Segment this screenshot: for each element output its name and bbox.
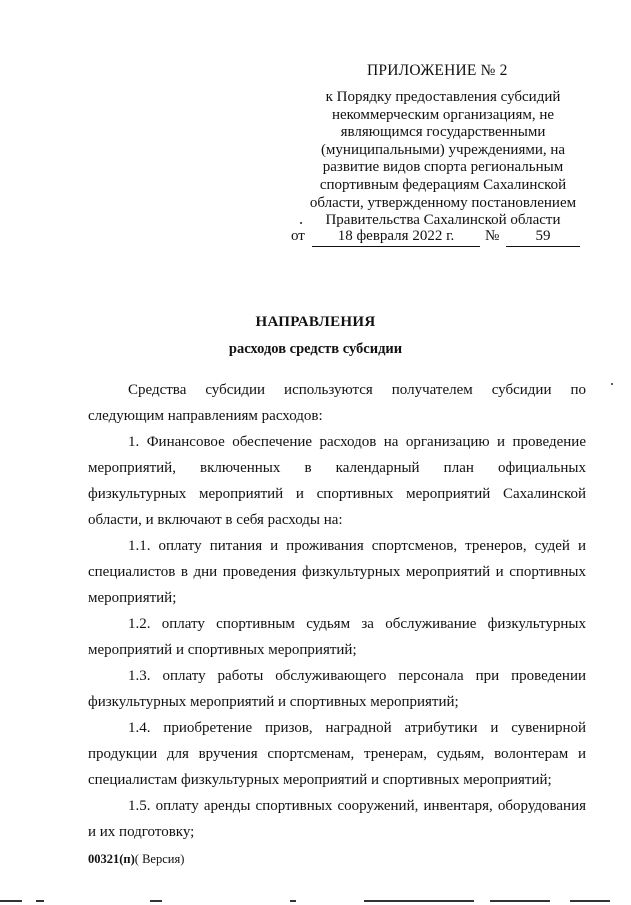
paragraph-item-1-2: 1.2. оплату спортивным судьям за обслуживание физкультурных мероприятий и спортивных мероприятий;: [88, 616, 586, 658]
document-footer: [88, 852, 184, 867]
resolution-number: 59: [506, 228, 580, 247]
number-label: №: [485, 228, 500, 244]
paragraph-item-1: 1. Финансовое обеспечение расходов на организацию и проведение мероприятий, включенных в календарный план официальных физкультурных мероприятий и спортивных мероприятий Сахалинской области, и включают в себя расходы на:: [88, 434, 586, 528]
appendix-line: области, утвержденному постановлением: [309, 194, 577, 211]
resolution-date: 18 февраля 2022 г.: [312, 228, 480, 247]
appendix-title: ПРИЛОЖЕНИЕ № 2: [367, 62, 508, 79]
document-body: [88, 377, 586, 845]
appendix-line: спортивным федерациям Сахалинской: [319, 176, 567, 193]
paragraph-item-1-1: 1.1. оплату питания и проживания спортсменов, тренеров, судей и специалистов в дни проведения физкультурных мероприятий и спортивных мероприятий;: [88, 538, 586, 606]
from-label: от: [291, 228, 305, 244]
document-version: ( Версия): [134, 852, 185, 866]
appendix-reference: [300, 89, 586, 230]
paragraph-intro: Средства субсидии используются получателем субсидии по следующим направлениям расходов:: [88, 382, 586, 424]
scan-artifact-dot: [611, 383, 613, 385]
resolution-date-line: [291, 228, 591, 248]
scan-artifact-dot: [300, 222, 302, 224]
paragraph-item-1-5: 1.5. оплату аренды спортивных сооружений, инвентаря, оборудования и их подготовку;: [88, 798, 586, 840]
document-subheading: расходов средств субсидии: [228, 341, 403, 357]
appendix-line: развитие видов спорта региональным: [322, 159, 564, 176]
paragraph-item-1-4: 1.4. приобретение призов, наградной атрибутики и сувенирной продукции для вручения спортсменам, тренерам, судьям, волонтерам и специалистам физкультурных мероприятий и спортивных мероприятий;: [88, 720, 586, 788]
appendix-line: (муниципальными) учреждениями, на: [320, 141, 566, 158]
paragraph-item-1-3: 1.3. оплату работы обслуживающего персонала при проведении физкультурных мероприятий и спортивных мероприятий;: [88, 668, 586, 710]
appendix-line: Правительства Сахалинской области: [325, 212, 561, 229]
document-code: 00321(п): [88, 852, 135, 866]
appendix-line: некоммерческим организациям, не: [331, 106, 555, 123]
appendix-line: являющимся государственными: [340, 124, 546, 141]
appendix-line: к Порядку предоставления субсидий: [325, 89, 561, 105]
document-heading: НАПРАВЛЕНИЯ: [255, 314, 376, 330]
scan-edge-artifact: [0, 896, 631, 905]
